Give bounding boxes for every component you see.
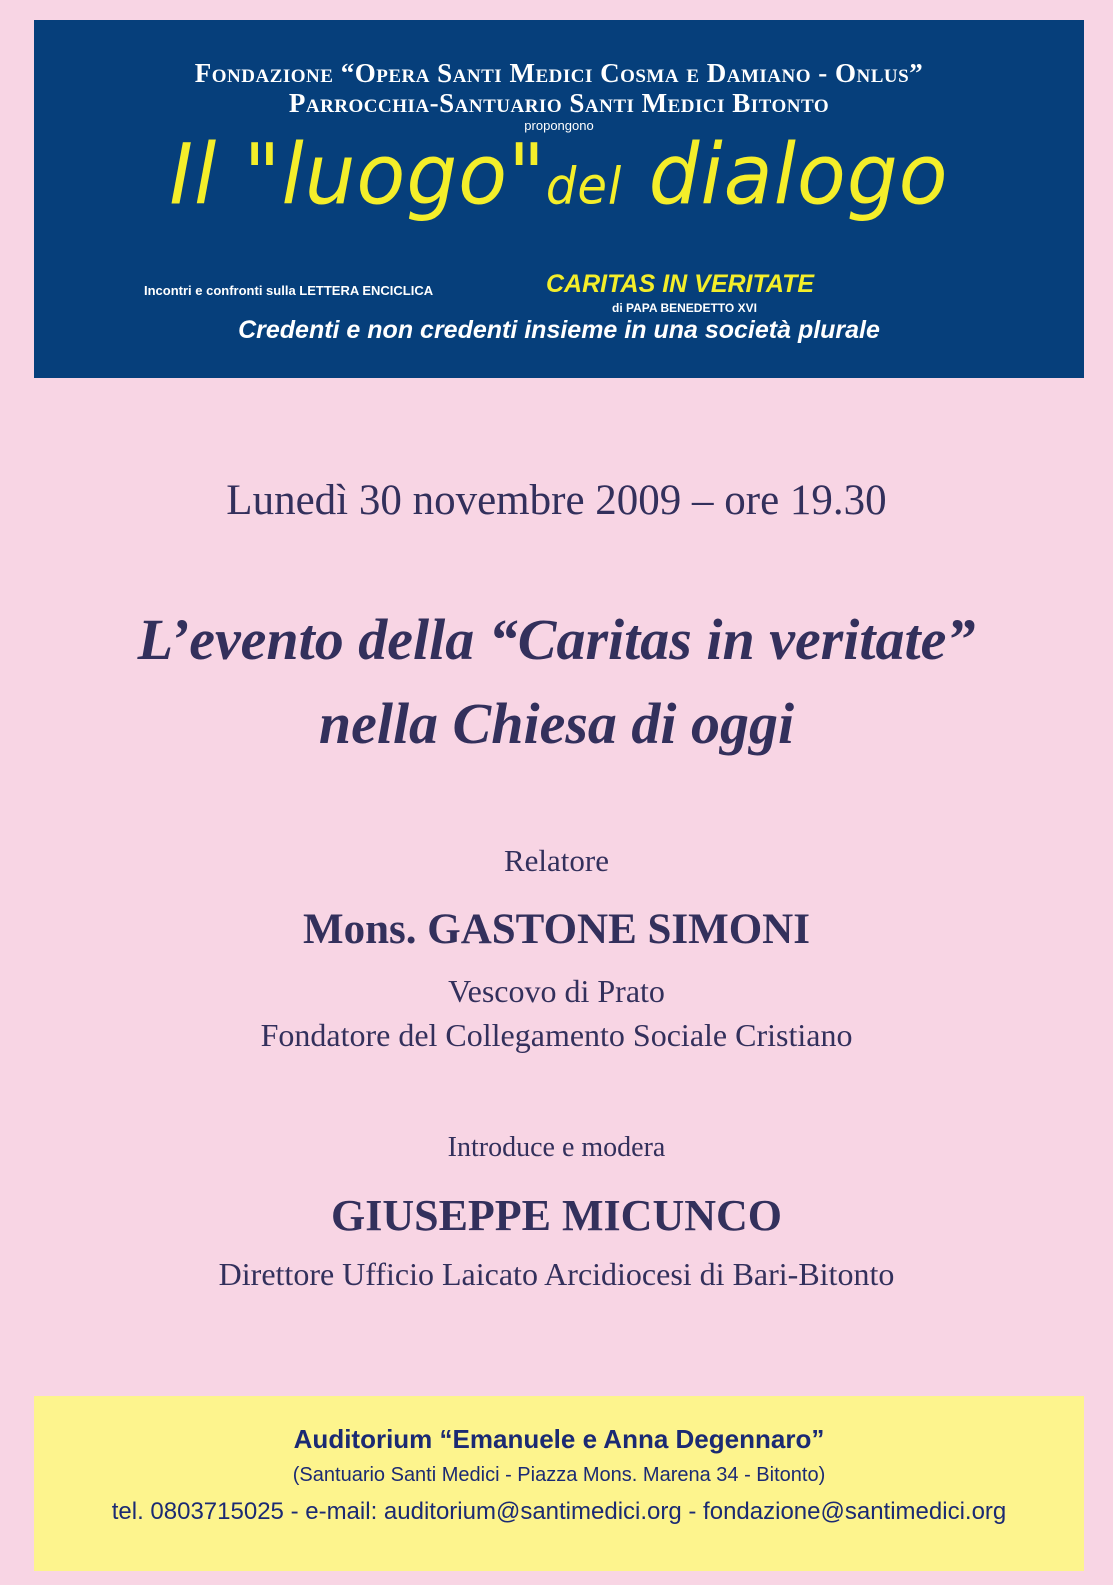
moderator-name: GIUSEPPE MICUNCO xyxy=(330,1191,783,1240)
moderator-role: Direttore Ufficio Laicato Arcidiocesi di Bari-Bitonto xyxy=(218,1256,895,1292)
caritas-label: CARITAS IN VERITATE xyxy=(546,270,815,298)
footer-venue-box xyxy=(34,1396,1084,1571)
speaker-heading: Relatore xyxy=(503,843,609,878)
venue-address: (Santuario Santi Medici - Piazza Mons. Marena 34 - Bitonto) xyxy=(292,1464,826,1486)
title-il: Il xyxy=(169,125,218,224)
header-banner xyxy=(34,20,1084,378)
organization-line-2: Parrocchia-Santuario Santi Medici Bitonto xyxy=(288,88,830,118)
organization-line-1: Fondazione “Opera Santi Medici Cosma e Damiano - Onlus” xyxy=(194,58,924,88)
event-title-line-2: nella Chiesa di oggi xyxy=(318,691,795,756)
title-luogo: "luogo" xyxy=(243,125,546,224)
propongono-label: propongono xyxy=(524,118,594,133)
speaker-name: Mons. GASTONE SIMONI xyxy=(303,906,810,953)
incontri-label: Incontri e confronti sulla LETTERA ENCICLICA xyxy=(144,283,434,298)
contact-info: tel. 0803715025 - e-mail: auditorium@santimedici.org - fondazione@santimedici.org xyxy=(111,1498,1007,1525)
event-title-line-1: L’evento della “Caritas in veritate” xyxy=(137,607,976,672)
tagline: Credenti e non credenti insieme in una società plurale xyxy=(238,316,880,344)
papa-label: di PAPA BENEDETTO XVI xyxy=(612,301,757,315)
moderator-heading: Introduce e modera xyxy=(447,1132,666,1163)
title-dialogo: dialogo xyxy=(648,125,949,224)
venue-name: Auditorium “Emanuele e Anna Degennaro” xyxy=(293,1424,825,1454)
speaker-role-1: Vescovo di Prato xyxy=(448,973,665,1009)
event-date: Lunedì 30 novembre 2009 – ore 19.30 xyxy=(226,477,887,524)
series-title xyxy=(34,126,1084,224)
title-del: del xyxy=(545,157,623,216)
speaker-role-2: Fondatore del Collegamento Sociale Cristiano xyxy=(260,1017,853,1053)
